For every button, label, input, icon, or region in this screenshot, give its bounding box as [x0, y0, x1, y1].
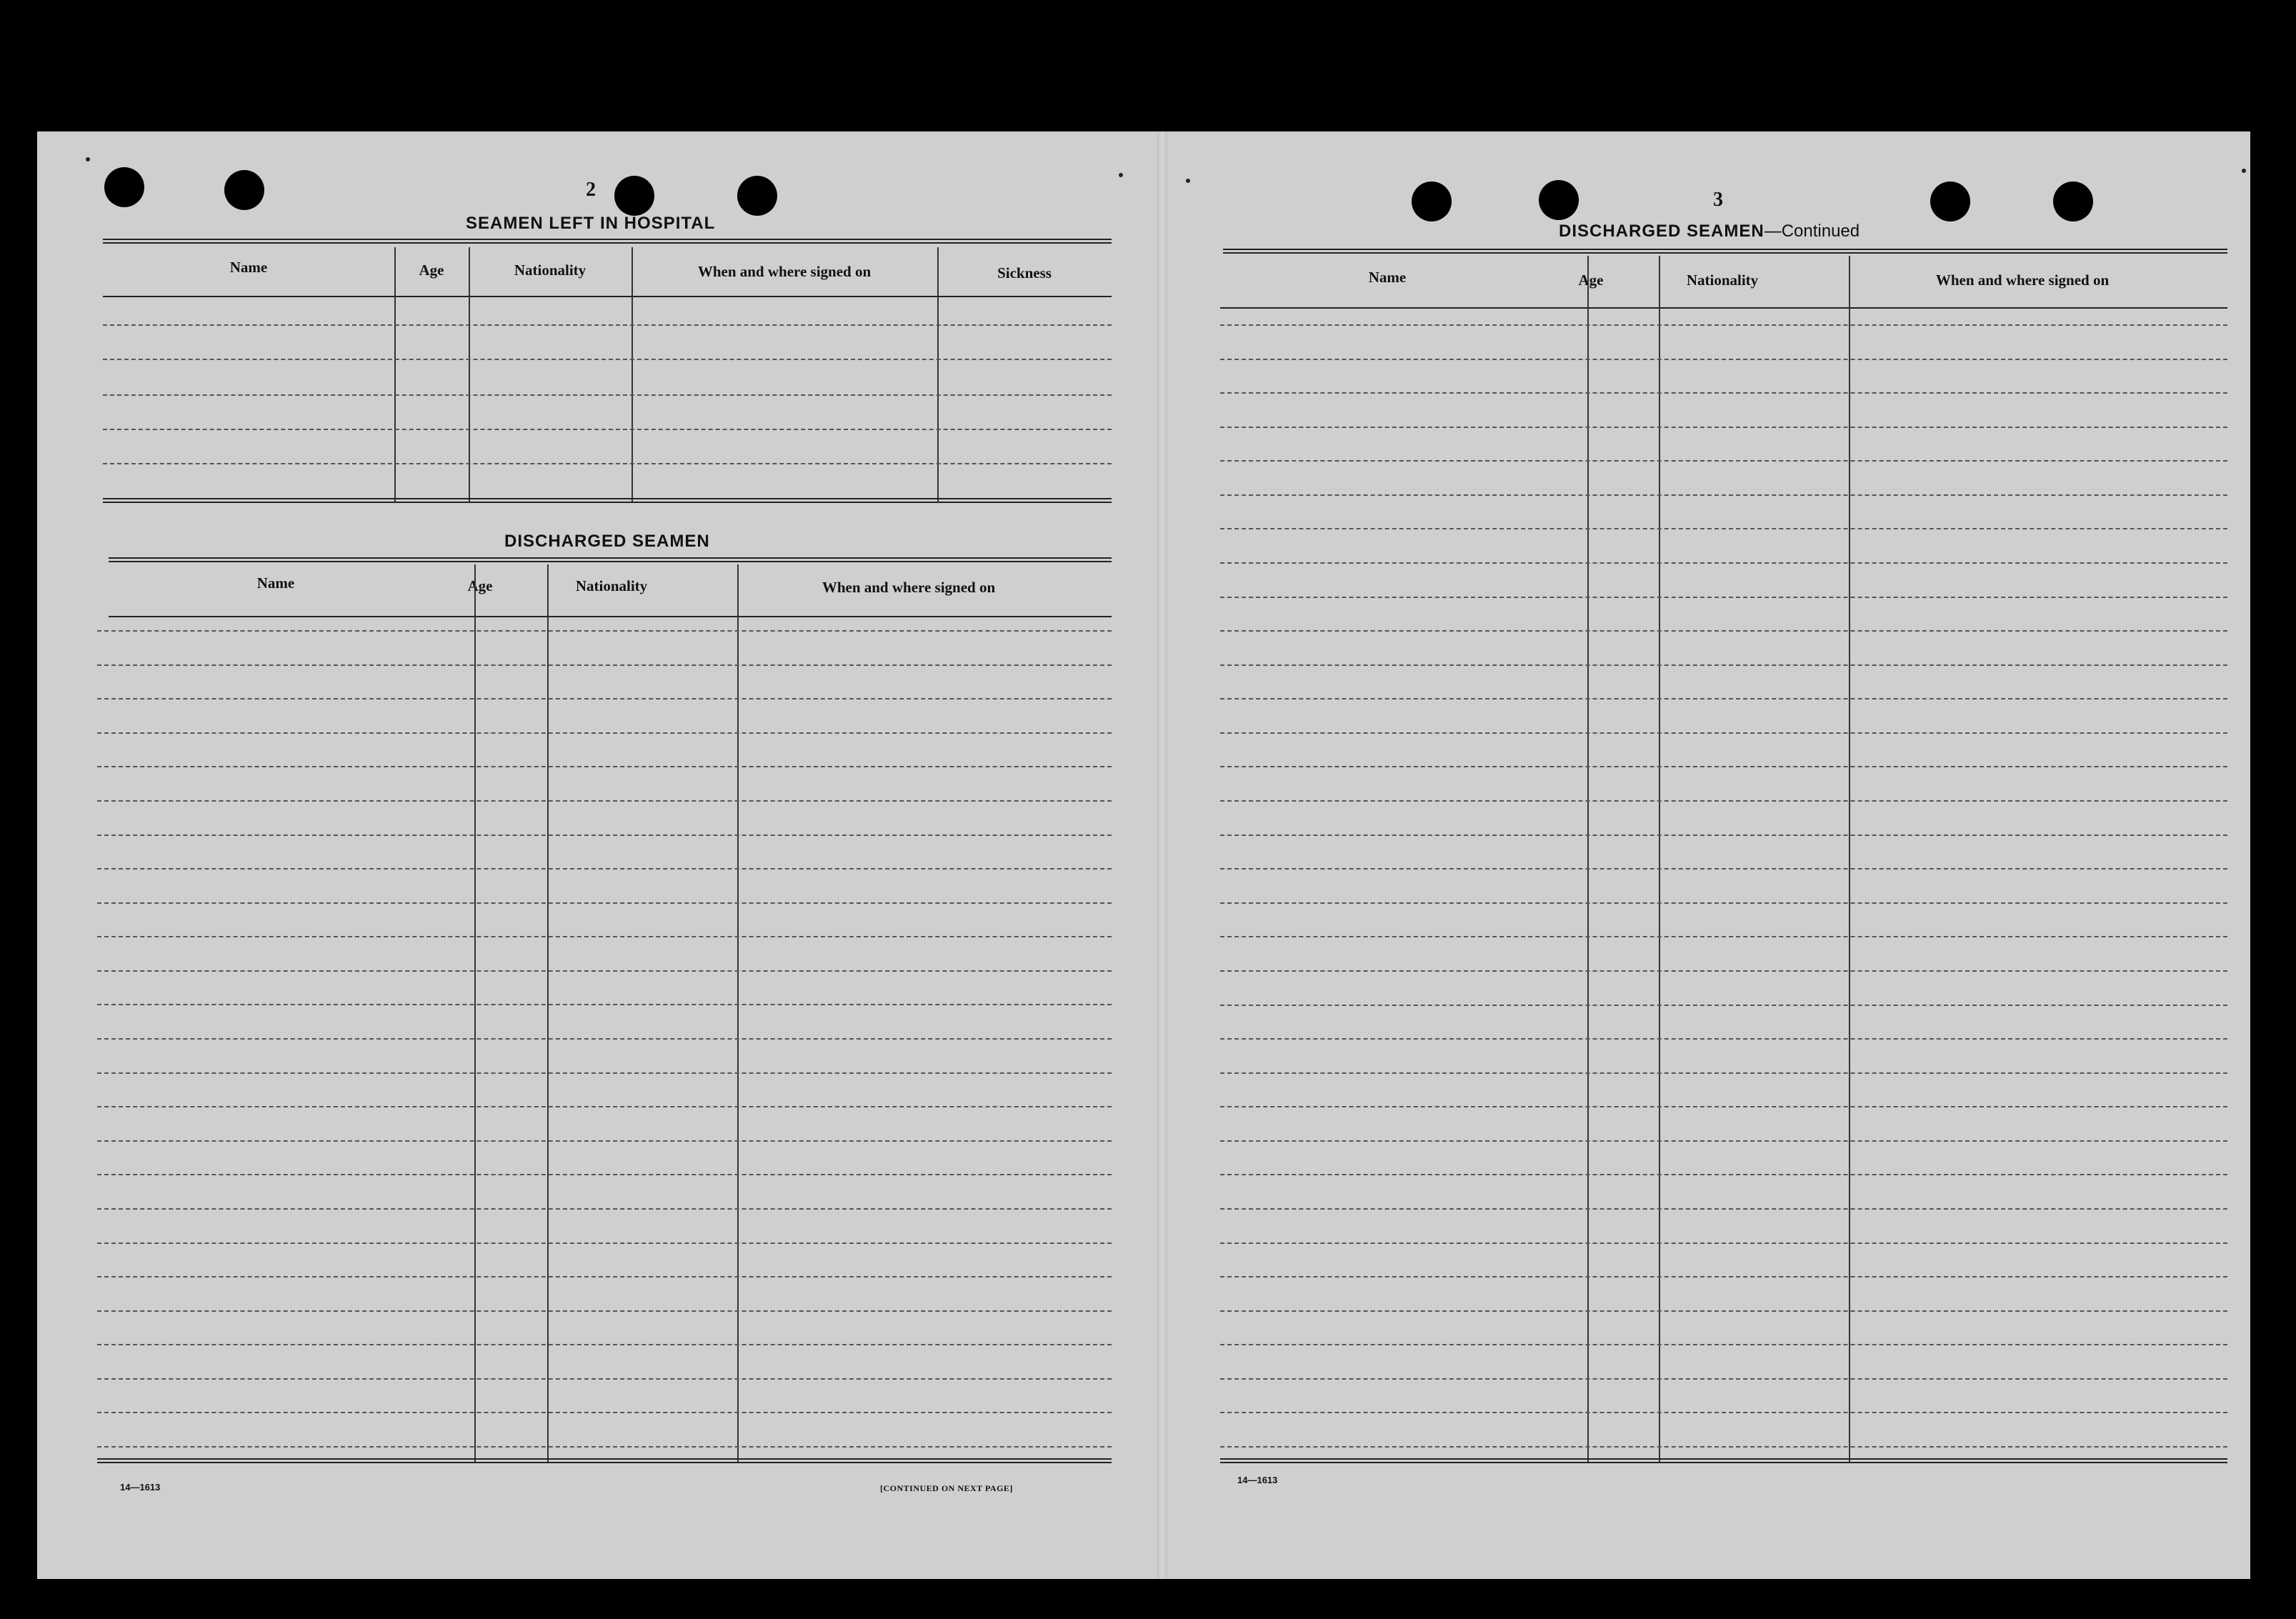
table-row — [1220, 1038, 2227, 1040]
table-row — [103, 394, 1112, 396]
table-row — [1220, 766, 2227, 767]
col-header-signed-on: When and where signed on — [697, 263, 872, 280]
table-row — [1220, 1242, 2227, 1244]
speck — [1119, 173, 1123, 177]
form-number-right: 14—1613 — [1237, 1475, 1278, 1485]
table-row — [97, 1038, 1112, 1040]
table-row — [1220, 1378, 2227, 1380]
col-header-name: Name — [229, 259, 268, 276]
table-row — [1220, 597, 2227, 598]
table-row — [1220, 1208, 2227, 1210]
column-divider — [1587, 256, 1589, 1463]
col-header-age: Age — [1578, 272, 1604, 289]
table-row — [97, 1344, 1112, 1345]
table-row — [1220, 835, 2227, 836]
table-row — [1220, 1106, 2227, 1107]
table-row — [97, 970, 1112, 972]
table-row — [97, 1310, 1112, 1312]
speck — [1186, 179, 1190, 183]
table-row — [97, 868, 1112, 870]
punch-hole — [1539, 180, 1579, 220]
table-row — [97, 766, 1112, 767]
table-row — [1220, 359, 2227, 360]
punch-hole — [224, 170, 264, 210]
table-row — [1220, 1174, 2227, 1175]
table-row — [97, 936, 1112, 937]
punch-hole — [2053, 181, 2093, 221]
col-header-nationality: Nationality — [575, 577, 648, 594]
table-row — [103, 359, 1112, 360]
table-row — [1220, 528, 2227, 529]
table-row — [1220, 936, 2227, 937]
table-row — [1220, 562, 2227, 564]
table-row — [1220, 1412, 2227, 1413]
table-row — [97, 1378, 1112, 1380]
table-row — [1220, 324, 2227, 326]
table-row — [97, 1242, 1112, 1244]
punch-hole — [1412, 181, 1452, 221]
discharged-top-rule — [109, 557, 1112, 562]
column-divider — [937, 247, 939, 503]
column-divider — [1659, 256, 1660, 1463]
discharged-table-header — [109, 564, 1112, 617]
table-row — [1220, 1140, 2227, 1142]
table-row — [97, 1208, 1112, 1210]
table-row — [97, 1276, 1112, 1277]
table-row — [97, 835, 1112, 836]
speck — [2242, 169, 2246, 173]
col-header-name: Name — [1368, 269, 1407, 286]
table-row — [1220, 1005, 2227, 1006]
column-divider — [394, 247, 396, 503]
table-row — [1220, 1276, 2227, 1277]
table-row — [1220, 1446, 2227, 1448]
discharged-table-left — [97, 564, 1112, 1463]
table-row — [1220, 664, 2227, 666]
table-row — [1220, 868, 2227, 870]
col-header-age: Age — [419, 261, 444, 279]
col-header-age: Age — [467, 577, 493, 594]
table-row — [97, 1412, 1112, 1413]
table-row — [97, 664, 1112, 666]
table-row — [97, 1140, 1112, 1142]
table-row — [1220, 902, 2227, 904]
table-row — [97, 1072, 1112, 1074]
table-row — [1220, 698, 2227, 699]
table-row — [1220, 970, 2227, 972]
col-header-name: Name — [256, 574, 295, 592]
table-row — [97, 1106, 1112, 1107]
punch-hole — [737, 176, 777, 216]
discharged-section-title: DISCHARGED SEAMEN — [504, 532, 710, 551]
page-fold — [1157, 131, 1167, 1579]
hospital-top-rule — [103, 239, 1112, 244]
table-row — [1220, 800, 2227, 802]
punch-hole — [614, 176, 654, 216]
col-header-nationality: Nationality — [1686, 272, 1759, 289]
table-row — [1220, 392, 2227, 394]
table-row — [97, 698, 1112, 699]
discharged-continued-title — [1559, 221, 1860, 241]
hospital-table-header — [103, 247, 1112, 297]
discharged-continued-header — [1220, 256, 2227, 309]
table-row — [97, 1446, 1112, 1448]
right-bottom-rule — [1220, 1458, 2227, 1463]
document-sheet — [37, 131, 2250, 1579]
title-continued: —Continued — [1764, 221, 1860, 241]
page-number-right: 3 — [1713, 189, 1723, 211]
right-top-rule — [1223, 249, 2227, 254]
table-row — [103, 324, 1112, 326]
table-row — [97, 732, 1112, 734]
col-header-signed-on: When and where signed on — [1935, 272, 2110, 289]
table-row — [1220, 427, 2227, 428]
hospital-section-title: SEAMEN LEFT IN HOSPITAL — [466, 214, 716, 233]
column-divider — [632, 247, 633, 503]
col-header-nationality: Nationality — [514, 261, 587, 279]
table-row — [97, 800, 1112, 802]
table-row — [97, 1174, 1112, 1175]
hospital-table — [103, 247, 1112, 503]
discharged-bottom-rule — [97, 1458, 1112, 1463]
punch-hole — [1930, 181, 1970, 221]
table-row — [1220, 1310, 2227, 1312]
column-divider — [1849, 256, 1850, 1463]
table-row — [103, 429, 1112, 430]
table-row — [103, 463, 1112, 464]
col-header-sickness: Sickness — [997, 264, 1052, 282]
table-row — [1220, 1072, 2227, 1074]
table-row — [1220, 460, 2227, 462]
table-row — [1220, 494, 2227, 496]
speck — [86, 157, 90, 161]
table-row — [1220, 732, 2227, 734]
table-row — [97, 902, 1112, 904]
discharged-table-right — [1220, 256, 2227, 1463]
table-row — [97, 630, 1112, 632]
punch-hole — [104, 167, 144, 207]
table-row — [97, 1004, 1112, 1005]
column-divider — [469, 247, 470, 503]
hospital-bottom-rule — [103, 498, 1112, 503]
title-main: DISCHARGED SEAMEN — [1559, 221, 1765, 241]
form-number-left: 14—1613 — [120, 1482, 161, 1493]
continued-note: [CONTINUED ON NEXT PAGE] — [880, 1483, 1013, 1493]
page-number-left: 2 — [586, 179, 596, 201]
col-header-signed-on: When and where signed on — [822, 579, 996, 596]
table-row — [1220, 630, 2227, 632]
table-row — [1220, 1344, 2227, 1345]
